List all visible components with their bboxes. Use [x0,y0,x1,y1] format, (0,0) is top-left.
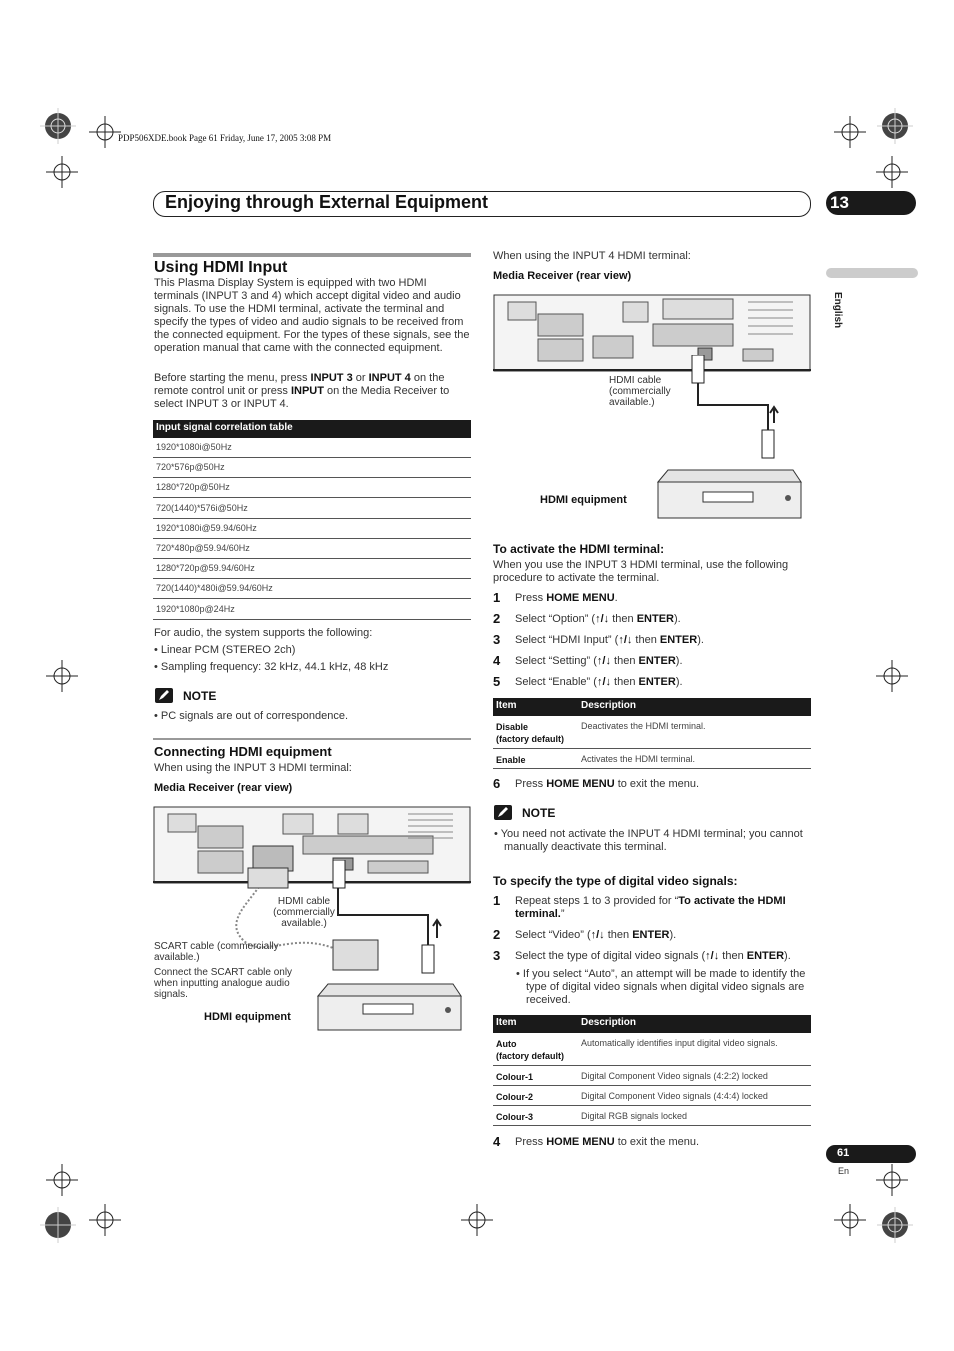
step-number: 2 [493,927,501,942]
table-header-description: Description [581,1017,637,1028]
activate-intro: When you use the INPUT 3 HDMI terminal, use the following procedure to activate the terminal. [493,559,789,584]
crosshair-icon [42,152,82,192]
page-number-badge [826,1145,916,1163]
side-language-label: English [832,292,843,329]
up-down-arrows-icon: ↑/↓ [596,676,611,688]
correlation-table-cell: 1920*1080p@24Hz [156,603,235,614]
step-number: 2 [493,611,501,626]
input4-caption: When using the INPUT 4 HDMI terminal: [493,250,691,262]
step-text: Repeat steps 1 to 3 provided for “To activate the HDMI terminal.” [515,895,786,920]
receiver-label: Media Receiver (rear view) [493,270,632,282]
correlation-table-cell: 720(1440)*480i@59.94/60Hz [156,583,273,594]
up-down-arrows-icon: ↑/↓ [590,929,605,941]
section-title: Using HDMI Input [154,259,288,276]
section-intro: This Plasma Display System is equipped with two HDMI terminals (INPUT 3 and 4) which accept digital video and audio signals. To use the HDMI terminal, activate the terminal and specify the types of video and audio signals to be received from the connected equipment. For the types of these signals, see the operation manual that came with the connected equipment. [154,277,470,354]
step-text: Select “HDMI Input” (↑/↓ then ENTER). [515,634,704,646]
hdmi-equipment-image [653,468,805,522]
side-tab [826,268,918,278]
scart-note: Connect the SCART cable only when inputting analogue audio signals. [154,967,293,1000]
table-row [493,1066,811,1086]
print-header: PDP506XDE.book Page 61 Friday, June 17, 2005 3:08 PM [118,133,332,143]
table-cell-item-note: (factory default) [496,1051,565,1061]
correlation-table-row [153,600,471,620]
step-number: 1 [493,590,501,605]
hdmi-cable-label: HDMI cable (commercially available.) [609,375,671,408]
hdmi-equipment-label: HDMI equipment [540,494,627,506]
crosshair-icon [872,1160,912,1200]
correlation-table-row [153,438,471,458]
table-row [493,749,811,769]
correlation-table-cell: 1920*1080i@59.94/60Hz [156,522,257,533]
table-cell-item-name: Colour-2 [496,1092,533,1102]
step-text: Press HOME MENU. [515,592,618,604]
subsection-rule [153,738,471,740]
correlation-table-cell: 720*576p@50Hz [156,462,225,473]
up-down-arrows-icon: ↑/↓ [705,950,720,962]
table-cell-item-name: Colour-3 [496,1112,533,1122]
step-text: Select “Enable” (↑/↓ then ENTER). [515,676,683,688]
table-row [493,1106,811,1126]
step-key: ENTER [638,676,676,688]
step-key: HOME MENU [546,1136,615,1148]
registration-mark-icon [38,1205,78,1245]
step-number: 6 [493,776,501,791]
table-header-item: Item [496,1017,517,1028]
crosshair-icon [85,112,125,152]
step-number: 3 [493,632,501,647]
table-cell-item-name: Enable [496,755,526,765]
page-number: 61 [837,1147,850,1159]
table-cell-item [496,1071,533,1083]
table-header-description: Description [581,700,637,711]
step-key: ENTER [746,950,785,962]
video-type-title: To specify the type of digital video signals: [493,874,738,888]
table-row [493,716,811,749]
note-title: NOTE [183,689,217,703]
hdmi-cable-image [493,355,811,465]
step-key: ENTER [659,634,698,646]
step-key: ENTER [636,613,674,625]
step-key: HOME MENU [546,778,615,790]
table-cell-description: Activates the HDMI terminal. [581,754,696,764]
table-cell-item [496,1091,533,1103]
correlation-table-row [153,579,471,599]
crosshair-icon [872,656,912,696]
table-cell-item [496,754,526,766]
correlation-table-row [153,539,471,559]
connecting-title: Connecting HDMI equipment [154,744,332,759]
step-text: Select “Video” (↑/↓ then ENTER). [515,929,677,941]
correlation-table-cell: 720*480p@59.94/60Hz [156,543,250,553]
crosshair-icon [42,656,82,696]
correlation-table-row [153,458,471,478]
up-down-arrows-icon: ↑/↓ [618,634,633,646]
step-key: ENTER [638,655,676,667]
crosshair-icon [42,1160,82,1200]
before-start-text: Before starting the menu, press INPUT 3 or INPUT 4 on the remote control unit or press INPUT on the Media Receiver to select INPUT 3 or INPUT 4. [154,372,450,410]
correlation-table-row [153,559,471,579]
step-number: 1 [493,893,501,908]
note-icon [494,805,512,820]
step-number: 3 [493,948,501,963]
table-cell-description: Digital Component Video signals (4:2:2) locked [581,1071,768,1081]
receiver-label: Media Receiver (rear view) [154,782,293,794]
registration-mark-icon [875,1205,915,1245]
correlation-table-row [153,499,471,519]
step-key: To activate the HDMI terminal. [515,895,786,920]
step-text: Press HOME MENU to exit the menu. [515,778,700,790]
table-cell-item-name: Colour-1 [496,1072,533,1082]
table-cell-description: Automatically identifies input digital video signals. [581,1038,778,1048]
registration-mark-icon [875,106,915,146]
crosshair-icon [830,112,870,152]
crosshair-icon [872,152,912,192]
table-cell-item [496,1038,564,1062]
video-sub-bullet: • If you select “Auto”, an attempt will be made to identify the type of digital video signals when digital video signals are received. [516,968,806,1006]
correlation-table-row [153,478,471,498]
chapter-title: Enjoying through External Equipment [165,192,489,212]
up-down-arrows-icon: ↑/↓ [595,613,610,625]
section-rule [153,253,471,257]
step-number: 4 [493,1134,501,1149]
table-row [493,1033,811,1066]
step-text: Select “Setting” (↑/↓ then ENTER). [515,655,683,667]
correlation-table-row [153,519,471,539]
crosshair-icon [457,1200,497,1240]
input3-caption: When using the INPUT 3 HDMI terminal: [154,762,352,774]
crosshair-icon [85,1200,125,1240]
up-down-arrows-icon: ↑/↓ [596,655,611,667]
note-bullet: • You need not activate the INPUT 4 HDMI terminal; you cannot manually deactivate this terminal. [494,828,803,853]
table-cell-item [496,1111,533,1123]
correlation-table-header: Input signal correlation table [153,420,471,438]
activate-title: To activate the HDMI terminal: [493,542,665,556]
hdmi-equipment-image [313,982,463,1034]
chapter-number-badge [826,191,916,215]
correlation-table-cell: 1280*720p@50Hz [156,482,230,493]
table-cell-description: Deactivates the HDMI terminal. [581,721,706,731]
table-cell-item-name: Auto [496,1039,517,1049]
step-number: 5 [493,674,501,689]
table-header [493,698,811,716]
table-cell-item-note: (factory default) [496,734,565,744]
table-cell-description: Digital Component Video signals (4:4:4) locked [581,1091,768,1101]
correlation-table-cell: 1280*720p@59.94/60Hz [156,563,255,574]
page-language: En [838,1166,850,1176]
step-key: HOME MENU [546,592,615,604]
step-text: Select the type of digital video signals (↑/↓ then ENTER). [515,950,791,962]
note-title: NOTE [522,806,556,820]
step-number: 4 [493,653,501,668]
scart-cable-label: SCART cable (commercially available.) [154,941,279,963]
chapter-number: 13 [830,193,849,212]
note-icon [155,688,173,703]
table-cell-item-name: Disable [496,722,529,732]
crosshair-icon [830,1200,870,1240]
correlation-table-cell: 1920*1080i@50Hz [156,442,232,452]
audio-intro: For audio, the system supports the following: [154,627,373,639]
step-text: Select “Option” (↑/↓ then ENTER). [515,613,681,625]
step-key: ENTER [632,929,670,941]
hdmi-equipment-label: HDMI equipment [204,1011,291,1023]
registration-mark-icon [38,106,78,146]
audio-bullet: • Sampling frequency: 32 kHz, 44.1 kHz, 48 kHz [154,661,389,673]
table-cell-item [496,721,564,745]
step-text: Press HOME MENU to exit the menu. [515,1136,700,1148]
table-header-item: Item [496,700,517,711]
note-bullet: • PC signals are out of correspondence. [154,710,349,722]
audio-bullet: • Linear PCM (STEREO 2ch) [154,644,296,656]
table-row [493,1086,811,1106]
table-cell-description: Digital RGB signals locked [581,1111,688,1121]
correlation-table-cell: 720(1440)*576i@50Hz [156,502,248,513]
table-header [493,1015,811,1033]
hdmi-cable-label: HDMI cable (commercially available.) [273,896,335,929]
